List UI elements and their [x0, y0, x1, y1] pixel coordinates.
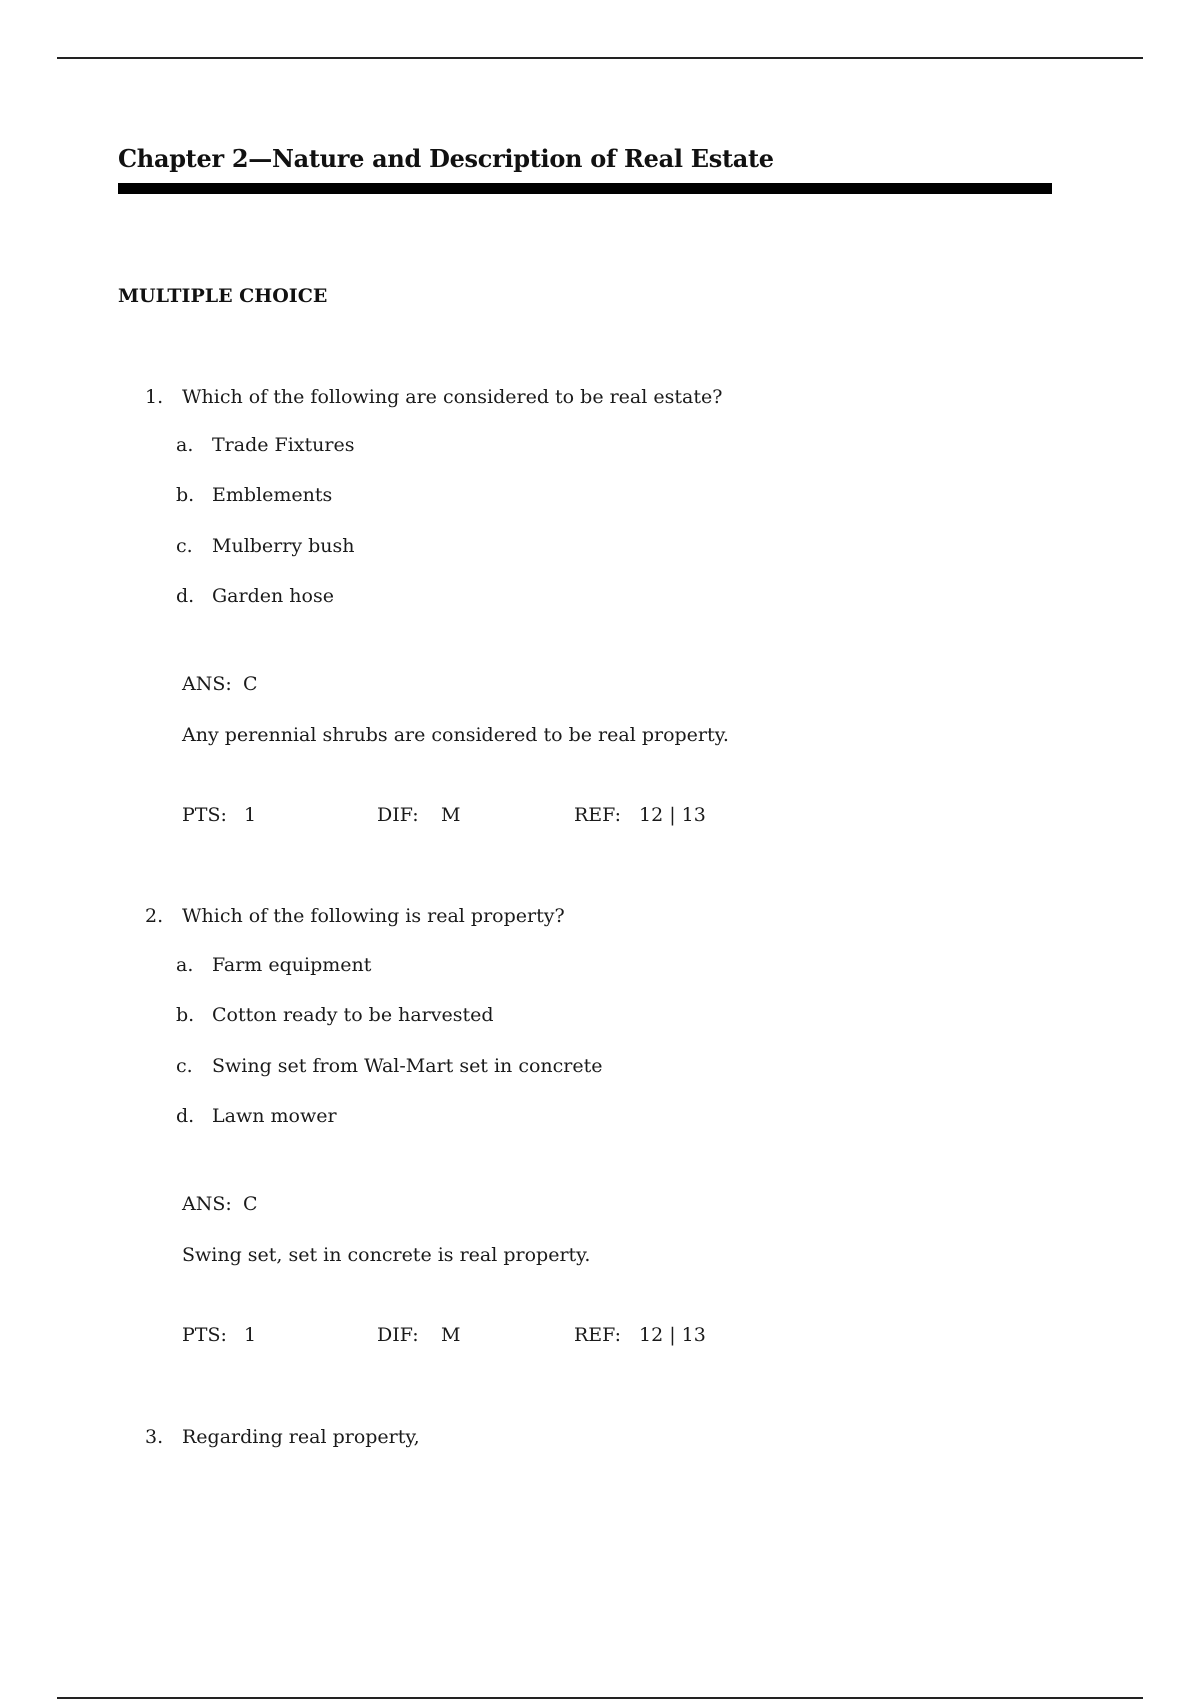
question-text: Regarding real property,	[182, 1426, 420, 1448]
question-number: 2.	[145, 905, 164, 927]
option-text: Trade Fixtures	[212, 434, 355, 456]
points-value: 1	[244, 1324, 257, 1346]
option-letter: b.	[176, 1004, 195, 1026]
points-value: 1	[244, 804, 257, 826]
option-text: Garden hose	[212, 585, 334, 607]
option-letter: d.	[176, 585, 195, 607]
option-letter: a.	[176, 434, 194, 456]
option-text: Swing set from Wal-Mart set in concrete	[212, 1055, 603, 1077]
difficulty-value: M	[441, 1324, 461, 1346]
question-text: Which of the following are considered to be real estate?	[182, 386, 723, 408]
bottom-rule	[57, 1697, 1143, 1699]
option-text: Farm equipment	[212, 954, 372, 976]
difficulty-label: DIF:	[377, 804, 419, 826]
answer-label: ANS:	[182, 673, 232, 695]
option-letter: d.	[176, 1105, 195, 1127]
reference-label: REF:	[574, 804, 622, 826]
option-letter: b.	[176, 484, 195, 506]
option-text: Cotton ready to be harvested	[212, 1004, 494, 1026]
chapter-title: Chapter 2—Nature and Description of Real Estate	[118, 144, 774, 173]
top-rule	[57, 57, 1143, 59]
reference-value: 12 | 13	[639, 804, 706, 826]
answer-label: ANS:	[182, 1193, 232, 1215]
question-text: Which of the following is real property?	[182, 905, 565, 927]
reference-value: 12 | 13	[639, 1324, 706, 1346]
answer-explanation: Swing set, set in concrete is real property.	[182, 1244, 591, 1266]
option-text: Mulberry bush	[212, 535, 355, 557]
difficulty-label: DIF:	[377, 1324, 419, 1346]
answer-explanation: Any perennial shrubs are considered to be real property.	[182, 724, 729, 746]
difficulty-value: M	[441, 804, 461, 826]
section-heading: MULTIPLE CHOICE	[118, 285, 328, 307]
option-text: Emblements	[212, 484, 333, 506]
points-label: PTS:	[182, 1324, 227, 1346]
option-letter: a.	[176, 954, 194, 976]
option-text: Lawn mower	[212, 1105, 337, 1127]
title-underline-bar	[118, 183, 1052, 194]
option-letter: c.	[176, 1055, 193, 1077]
answer-value: C	[243, 1193, 258, 1215]
reference-label: REF:	[574, 1324, 622, 1346]
question-number: 1.	[145, 386, 164, 408]
points-label: PTS:	[182, 804, 227, 826]
question-number: 3.	[145, 1426, 164, 1448]
answer-value: C	[243, 673, 258, 695]
option-letter: c.	[176, 535, 193, 557]
